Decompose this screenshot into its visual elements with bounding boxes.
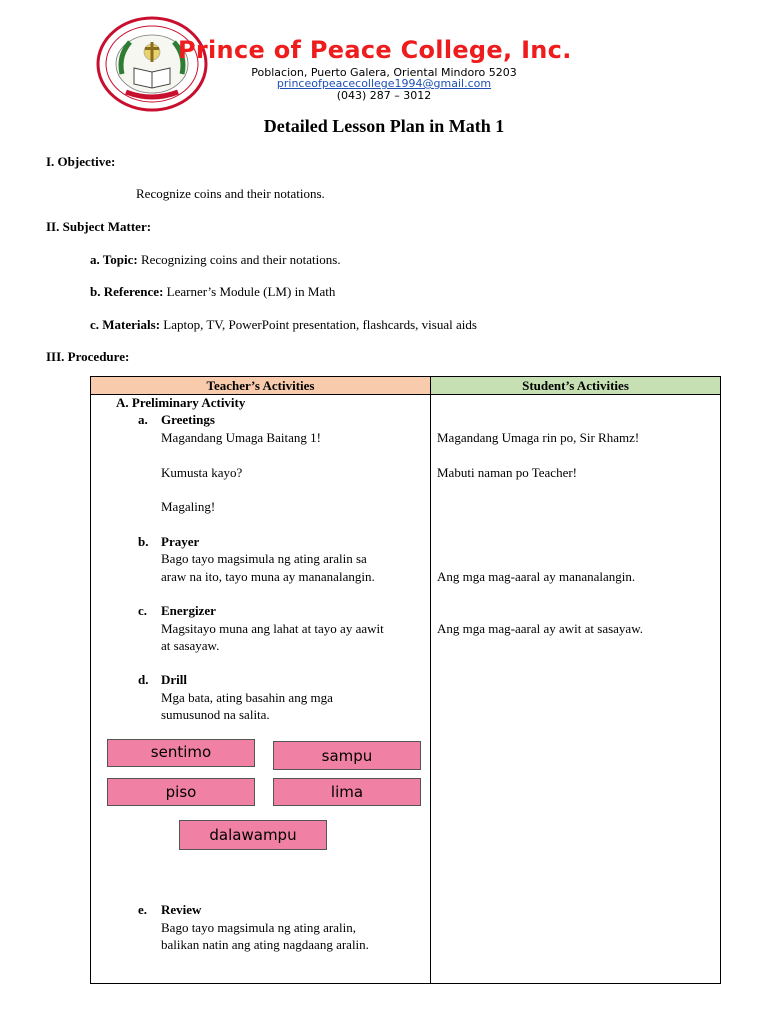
activities-table xyxy=(90,376,721,984)
teacher-activities-header: Teacher’s Activities xyxy=(91,377,431,395)
greeting-student-1: Magandang Umaga rin po, Sir Rhamz! xyxy=(437,430,640,445)
document-title: Detailed Lesson Plan in Math 1 xyxy=(263,116,505,136)
college-phone: (043) 287 – 3012 xyxy=(336,89,432,102)
flashcard-dalawampu: dalawampu xyxy=(179,820,327,850)
column-divider xyxy=(430,395,431,983)
review-teacher-line-1: Bago tayo magsimula ng ating aralin, xyxy=(161,920,356,935)
drill-heading: Drill xyxy=(161,672,187,687)
energizer-marker: c. xyxy=(138,603,148,618)
topic-value: Recognizing coins and their notations. xyxy=(140,252,341,267)
flashcard-sentimo: sentimo xyxy=(107,739,255,767)
prayer-student: Ang mga mag-aaral ay mananalangin. xyxy=(437,569,636,584)
college-email-link[interactable]: princeofpeacecollege1994@gmail.com xyxy=(276,77,492,90)
section-preliminary-activity: A. Preliminary Activity xyxy=(116,395,246,410)
review-teacher-line-2: balikan natin ang ating nagdaang aralin. xyxy=(161,937,369,952)
greeting-student-2: Mabuti naman po Teacher! xyxy=(437,465,577,480)
college-address: Poblacion, Puerto Galera, Oriental Mindoro 5203 xyxy=(251,66,517,79)
objective-heading: I. Objective: xyxy=(46,154,116,169)
materials-line xyxy=(90,317,477,333)
subject-matter-heading: II. Subject Matter: xyxy=(46,219,152,234)
prayer-teacher-line-2: araw na ito, tayo muna ay mananalangin. xyxy=(161,569,375,584)
reference-line xyxy=(90,284,335,300)
greeting-teacher-3: Magaling! xyxy=(161,499,216,514)
prayer-teacher-line-1: Bago tayo magsimula ng ating aralin sa xyxy=(161,551,367,566)
greeting-teacher-2: Kumusta kayo? xyxy=(161,465,243,480)
energizer-student: Ang mga mag-aaral ay awit at sasayaw. xyxy=(437,621,643,636)
topic-line xyxy=(90,252,341,268)
drill-teacher-line-1: Mga bata, ating basahin ang mga xyxy=(161,690,333,705)
greetings-marker: a. xyxy=(138,412,148,427)
greetings-heading: Greetings xyxy=(161,412,215,427)
student-activities-header: Student’s Activities xyxy=(431,377,720,395)
flashcard-sampu: sampu xyxy=(273,741,421,770)
review-marker: e. xyxy=(138,902,148,917)
energizer-heading: Energizer xyxy=(161,603,216,618)
prayer-marker: b. xyxy=(138,534,149,549)
drill-marker: d. xyxy=(138,672,149,687)
flashcard-lima: lima xyxy=(273,778,421,806)
greeting-teacher-1: Magandang Umaga Baitang 1! xyxy=(161,430,321,445)
review-heading: Review xyxy=(161,902,202,917)
reference-label: b. Reference: xyxy=(90,284,164,299)
energizer-teacher-line-2: at sasayaw. xyxy=(161,638,220,653)
college-name: Prince of Peace College, Inc. xyxy=(178,36,572,64)
flashcard-piso: piso xyxy=(107,778,255,806)
materials-label: c. Materials: xyxy=(90,317,161,332)
topic-label: a. Topic: xyxy=(90,252,138,267)
drill-teacher-line-2: sumusunod na salita. xyxy=(161,707,270,722)
reference-value: Learner’s Module (LM) in Math xyxy=(166,284,336,299)
objective-text: Recognize coins and their notations. xyxy=(136,186,325,201)
prayer-heading: Prayer xyxy=(161,534,200,549)
energizer-teacher-line-1: Magsitayo muna ang lahat at tayo ay aawit xyxy=(161,621,384,636)
procedure-heading: III. Procedure: xyxy=(46,349,130,364)
materials-value: Laptop, TV, PowerPoint presentation, flashcards, visual aids xyxy=(163,317,477,332)
